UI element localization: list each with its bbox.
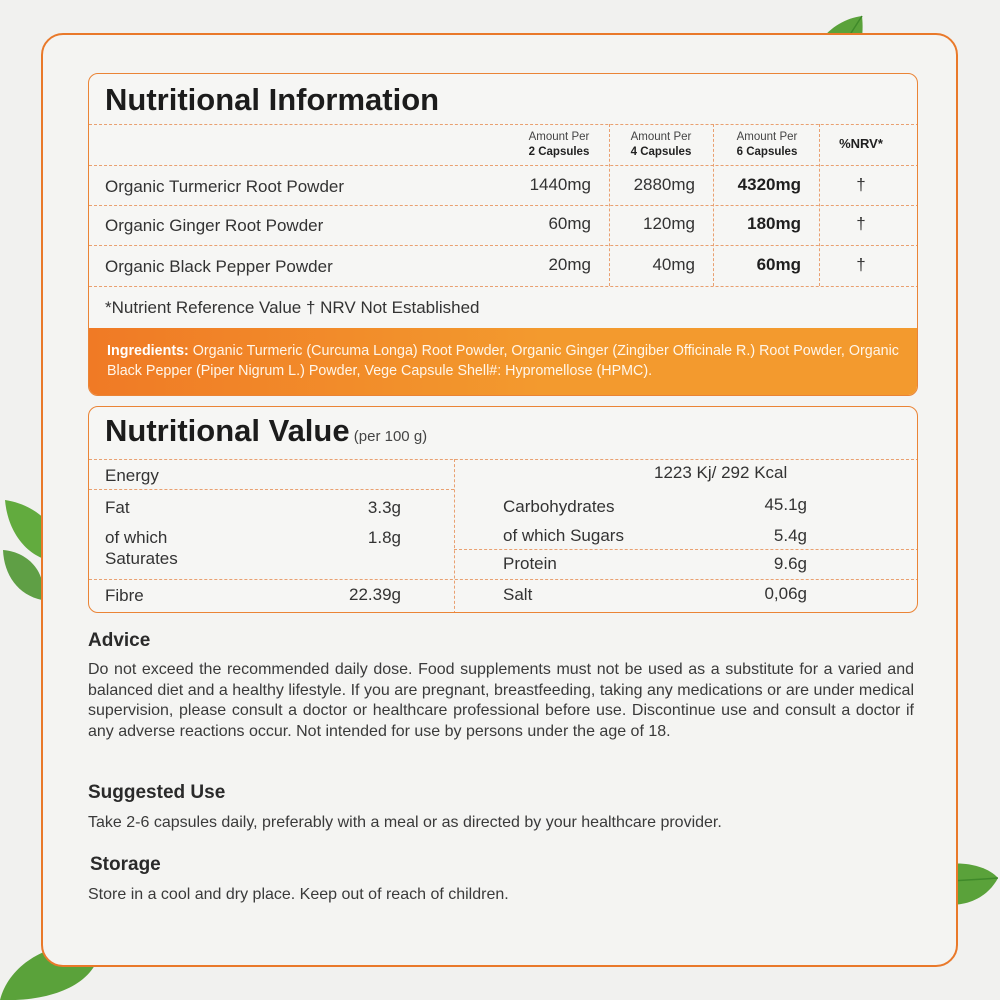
energy-label: Energy	[105, 466, 159, 485]
advice-heading: Advice	[88, 630, 151, 651]
row-nrv: †	[856, 214, 866, 233]
nutritional-value-table	[88, 406, 918, 613]
protein-value: 9.6g	[773, 554, 807, 573]
divider	[89, 165, 918, 166]
divider	[819, 124, 820, 286]
ingredients-band	[89, 328, 917, 396]
divider	[89, 459, 918, 460]
divider	[609, 124, 610, 286]
nutritional-information-table	[88, 73, 918, 396]
fibre-value: 22.39g	[349, 585, 401, 604]
carbohydrates-value: 45.1g	[764, 495, 807, 514]
nutritional-information-title: Nutritional Information	[105, 82, 440, 117]
suggested-use-text: Take 2-6 capsules daily, preferably with a meal or as directed by your healthcare provider.	[88, 814, 722, 831]
sugars-value: 5.4g	[773, 526, 807, 545]
suggested-use-heading: Suggested Use	[88, 782, 226, 803]
carbohydrates-label: Carbohydrates	[503, 497, 615, 516]
protein-label: Protein	[503, 554, 557, 573]
column-header-nrv: %NRV*	[839, 136, 883, 151]
footnote: *Nutrient Reference Value † NRV Not Established	[105, 298, 480, 317]
column-header-4-capsules: Amount Per 4 Capsules	[630, 131, 692, 158]
row-value-4: 2880mg	[633, 175, 695, 194]
advice-text: Do not exceed the recommended daily dose. Food supplements must not be used as a substitute for a varied and balanced diet and a healthy lifestyle. If you are pregnant, breastfeeding, taking any medications or are under medical supervision, please consult a doctor or healthcare professional before use. Discontinue use and consult a doctor if any adverse reactions occur. Not intended for use by persons under the age of 18.	[88, 661, 914, 740]
divider	[89, 205, 918, 206]
divider	[713, 124, 714, 286]
nutritional-value-title: Nutritional Value (per 100 g)	[105, 413, 428, 448]
column-header-6-capsules: Amount Per 6 Capsules	[736, 131, 798, 158]
row-name: Organic Black Pepper Powder	[105, 257, 333, 276]
row-value-4: 40mg	[652, 255, 695, 274]
saturates-value: 1.8g	[367, 528, 401, 547]
energy-value: 1223 Kj/ 292 Kcal	[654, 463, 788, 482]
row-value-2: 60mg	[548, 214, 591, 233]
storage-heading: Storage	[90, 854, 161, 875]
sugars-label: of which Sugars	[503, 526, 624, 545]
saturates-label-line2: Saturates	[105, 549, 178, 568]
row-value-6: 4320mg	[737, 175, 801, 194]
divider	[454, 549, 918, 550]
row-value-6: 60mg	[756, 255, 801, 274]
row-value-2: 1440mg	[529, 175, 591, 194]
divider	[89, 245, 918, 246]
row-value-2: 20mg	[548, 255, 591, 274]
fat-value: 3.3g	[367, 498, 401, 517]
row-nrv: †	[856, 175, 866, 194]
row-name: Organic Turmericr Root Powder	[105, 177, 345, 196]
row-value-4: 120mg	[643, 214, 695, 233]
fibre-label: Fibre	[105, 586, 144, 605]
divider	[89, 579, 918, 580]
row-value-6: 180mg	[747, 214, 801, 233]
ingredients-text: Organic Turmeric (Curcuma Longa) Root Powder, Organic Ginger (Zingiber Officinale R.) Root Powder, Organic Black Pepper (Piper Nigrum L.) Powder, Vege Capsule Shell#: Hypromellose (HPMC).	[107, 343, 899, 379]
storage-text: Store in a cool and dry place. Keep out of reach of children.	[88, 886, 509, 903]
row-name: Organic Ginger Root Powder	[105, 216, 324, 235]
divider	[89, 286, 918, 287]
column-header-2-capsules: Amount Per 2 Capsules	[528, 131, 590, 158]
fat-label: Fat	[105, 498, 130, 517]
nutritional-value-subtitle: (per 100 g)	[353, 428, 428, 445]
saturates-label-line1: of which	[105, 528, 168, 547]
divider	[89, 489, 454, 490]
ingredients-label: Ingredients:	[107, 343, 189, 359]
row-nrv: †	[856, 255, 866, 274]
salt-value: 0,06g	[764, 584, 807, 603]
divider	[454, 459, 455, 613]
salt-label: Salt	[503, 585, 533, 604]
divider	[89, 124, 918, 125]
